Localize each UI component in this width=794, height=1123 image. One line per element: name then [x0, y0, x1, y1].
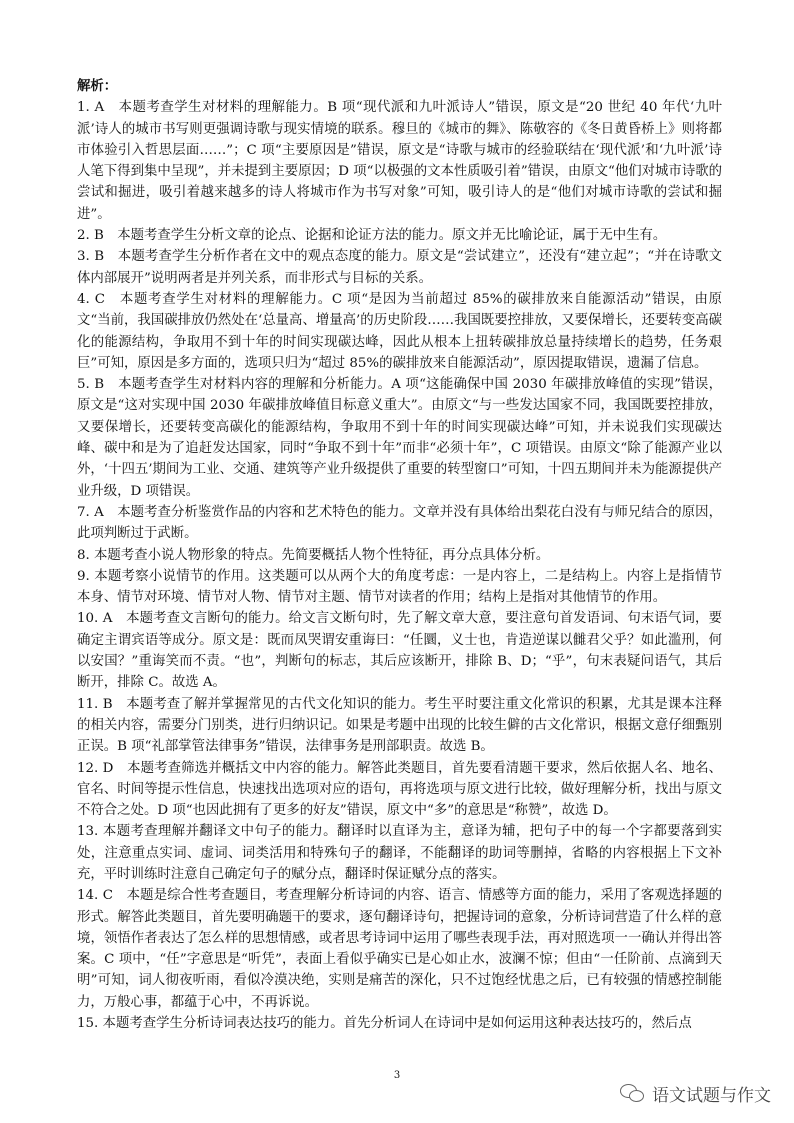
answer-paragraph-13: 13. 本题考查理解并翻译文中句子的能力。翻译时以直译为主，意译为辅，把句子中的每一个字都要落到实处，注意重点实词、虚词、词类活用和特殊句子的翻译，不能翻译的助词等删掉，省略的内容根据上下文补充，平时训练时注意自己确定句子的赋分点，翻译时保证赋分点的落实。: [77, 824, 722, 882]
page-number: 3: [393, 1070, 401, 1081]
answer-paragraph-15: 15. 本题考查学生分析诗词表达技巧的能力。首先分析词人在诗词中是如何运用这种表达技巧的，然后点: [77, 1016, 692, 1032]
analysis-content: [77, 76, 722, 1034]
answer-paragraph-5: 5. B 本题考查学生对材料内容的理解和分析能力。A 项“这能确保中国 2030 年碳排放峰值的实现”错误，原文是“这对实现中国 2030 年碳排放峰值目标意义重大”。由原文“与一些发达国家不同，我国既要控排放，又要保增长，还要转变高碳化的能源结构，争取用不到十年的时间实现碳达峰”可知，并未说我们实现碳达峰、碳中和是为了追赶发达国家，同时“争取不到十年”而非“必须十年”，C 项错误。由原文“除了能源产业以外，‘十四五’期间为工业、交通、建筑等产业升级提供了重要的转型窗口”可知，十四五期间并未为能源提供产业升级，D 项错误。: [77, 377, 722, 499]
answer-paragraph-9: 9. 本题考察小说情节的作用。这类题可以从两个大的角度考虑：一是内容上，二是结构上。内容上是指情节本身、情节对环境、情节对人物、情节对主题、情节对读者的作用；结构上是指对其他情节的作用。: [77, 568, 722, 606]
answer-paragraph-7: 7. A 本题考查分析鉴赏作品的内容和艺术特色的能力。文章并没有具体给出梨花白没有与师兄结合的原因，此项判断过于武断。: [77, 504, 722, 542]
watermark: [620, 1080, 771, 1106]
answer-paragraph-11: 11. B 本题考查了解并掌握常见的古代文化知识的能力。考生平时要注重文化常识的积累，尤其是课本注释的相关内容，需要分门别类，进行归纳识记。如果是考题中出现的比较生僻的古文化常识，根据文意仔细甄别正误。B 项“礼部掌管法律事务”错误，法律事务是刑部职责。故选 B。: [77, 696, 722, 755]
answer-paragraph-2: 2. B 本题考查学生分析文章的论点、论据和论证方法的能力。原文并无比喻论证，属于无中生有。: [77, 228, 667, 244]
wechat-icon: [620, 1082, 646, 1104]
answer-paragraph-14: 14. C 本题是综合性考查题目，考查理解分析诗词的内容、语言、情感等方面的能力，采用了客观选择题的形式。解答此类题目，首先要明确题干的要求，逐句翻译诗句，把握诗词的意象，分析诗词营造了什么样的意境，领悟作者表达了怎么样的思想情感，或者思考诗词中运用了哪些表现手法，再对照选项一一确认并得出答案。C 项中，“任”字意思是“听凭”，表面上看似乎确实已是心如止水，波澜不惊；但由“一任阶前、点滴到天明”可知，词人彻夜听雨，看似冷漠决绝，实则是痛苦的深化，只不过饱经忧患之后，已有较强的情感控制能力，万般心事，都蕴于心中，不再诉说。: [77, 888, 722, 1010]
watermark-text: 语文试题与作文: [652, 1085, 771, 1106]
answer-paragraph-3: 3. B 本题考查学生分析作者在文中的观点态度的能力。原文是“尝试建立”，还没有“建立起”；“并在诗歌文体内部展开”说明两者是并列关系，而非形式与目标的关系。: [77, 249, 722, 286]
answer-paragraph-10: 10. A 本题考查文言断句的能力。给文言文断句时，先了解文章大意，要注意句首发语词、句末语气词，要确定主谓宾语等成分。原文是：既而凤哭谓安重诲曰：“任圜，义士也，肯造逆谋以雠君父乎？如此滥刑，何以安国？”重诲笑而不责。“也”，判断句的标志，其后应该断开，排除 B、D；“乎”，句末表疑问语气，其后断开，排除 C。故选 A。: [77, 611, 722, 691]
answer-paragraph-8: 8. 本题考查小说人物形象的特点。先简要概括人物个性特征，再分点具体分析。: [77, 547, 550, 563]
answer-paragraph-4: 4. C 本题考查学生对材料的理解能力。C 项“是因为当前超过 85%的碳排放来自能源活动”错误，由原文“当前，我国碳排放仍然处在‘总量高、增量高’的历史阶段……我国既要控排放，又要保增长，还要转变高碳化的能源结构，争取用不到十年的时间实现碳达峰，因此从根本上扭转碳排放总量持续增长的趋势，任务艰巨”可知，原因是多方面的，选项只归为“超过 85%的碳排放来自能源活动”，原因提取错误，遗漏了信息。: [77, 291, 722, 371]
answer-paragraph-1: 1. A 本题考查学生对材料的理解能力。B 项“现代派和九叶派诗人”错误，原文是“20 世纪 40 年代‘九叶派’诗人的城市书写则更强调诗歌与现实情境的联系。穆旦的《城市的舞》、陈敬容的《冬日黄昏桥上》则将都市体验引入哲思层面……”；C 项“主要原因是”错误，原文是“诗歌与城市的经验联结在‘现代派’和‘九叶派’诗人笔下得到集中呈现”，并未提到主要原因；D 项“以极强的文本性质吸引着”错误，由原文“他们对城市诗歌的尝试和掘进，吸引着越来越多的诗人将城市作为书写对象”可知，吸引诗人的是“他们对城市诗歌的尝试和掘进”。: [77, 100, 722, 222]
answer-paragraph-12: 12. D 本题考查筛选并概括文中内容的能力。解答此类题目，首先要看清题干要求，然后依据人名、地名、官名、时间等提示性信息，快速找出选项对应的语句，再将选项与原文进行比较，做好理解分析，找出与原文不符合之处。D 项“也因此拥有了更多的好友”错误，原文中“多”的意思是“称赞”，故选 D。: [77, 760, 722, 819]
analysis-heading: 解析：: [77, 78, 118, 94]
